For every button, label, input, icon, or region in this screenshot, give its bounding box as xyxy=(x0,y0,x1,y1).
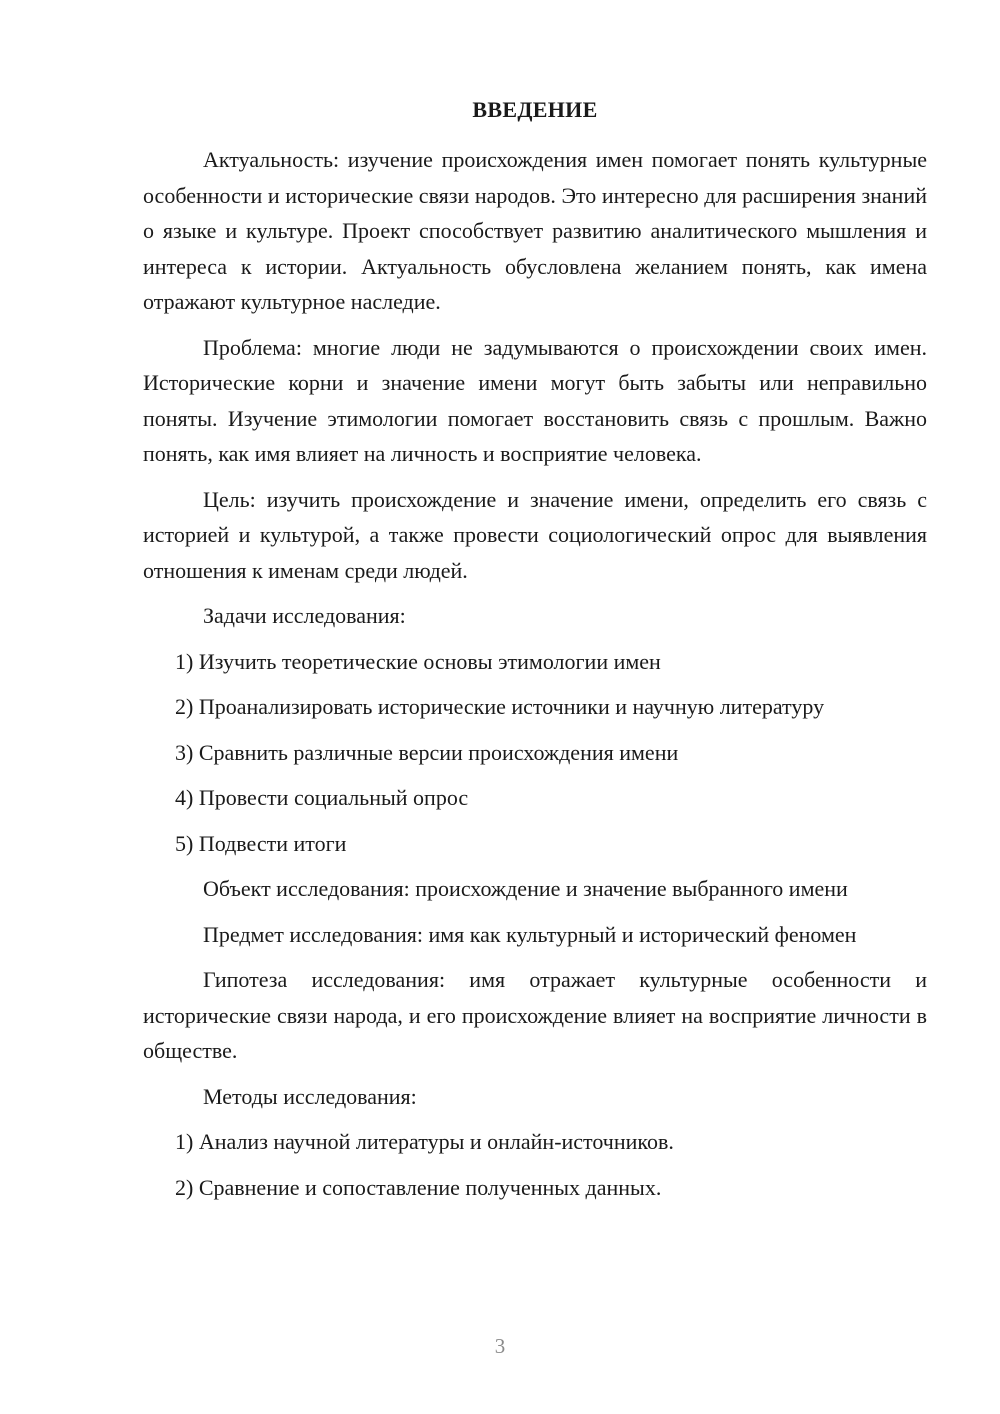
list-item: 1) Изучить теоретические основы этимологии имен xyxy=(175,648,661,674)
page-content xyxy=(143,95,927,1215)
list-item: 2) Проанализировать исторические источники и научную литературу xyxy=(175,694,825,719)
tasks-heading: Задачи исследования: xyxy=(203,603,406,628)
list-item: 5) Подвести итоги xyxy=(175,830,347,856)
section-title: ВВЕДЕНИЕ xyxy=(472,97,598,122)
list-item: 1) Анализ научной литературы и онлайн-источников. xyxy=(175,1129,674,1154)
list-item: 2) Сравнение и сопоставление полученных данных. xyxy=(175,1174,662,1200)
problem-paragraph: Проблема: многие люди не задумываются о происхождении своих имен. Исторические корни и значение имени могут быть забыты или неправильно поняты. Изучение этимологии помогает восстановить связь с прошлым. Важно понять, как имя влияет на личность и восприятие человека. xyxy=(143,334,927,466)
list-item: 4) Провести социальный опрос xyxy=(175,785,469,810)
relevance-paragraph: Актуальность: изучение происхождения имен помогает понять культурные особенности и исторические связи народов. Это интересно для расширения знаний о языке и культуре. Проект способствует развитию аналитического мышления и интереса к истории. Актуальность обусловлена желанием понять, как имена отражают культурное наследие. xyxy=(143,147,927,314)
page-number: 3 xyxy=(494,1334,506,1358)
subject-paragraph: Предмет исследования: имя как культурный и исторический феномен xyxy=(203,921,857,947)
tasks-list xyxy=(143,644,927,862)
methods-list xyxy=(143,1124,927,1205)
goal-paragraph: Цель: изучить происхождение и значение имени, определить его связь с историей и культурой, а также провести социологический опрос для выявления отношения к именам среди людей. xyxy=(143,486,927,583)
methods-heading: Методы исследования: xyxy=(203,1083,417,1109)
list-item: 3) Сравнить различные версии происхождения имени xyxy=(175,739,679,765)
object-paragraph: Объект исследования: происхождение и значение выбранного имени xyxy=(203,876,848,901)
hypothesis-paragraph: Гипотеза исследования: имя отражает культурные особенности и исторические связи народа, и его происхождение влияет на восприятие личности в обществе. xyxy=(143,967,927,1063)
